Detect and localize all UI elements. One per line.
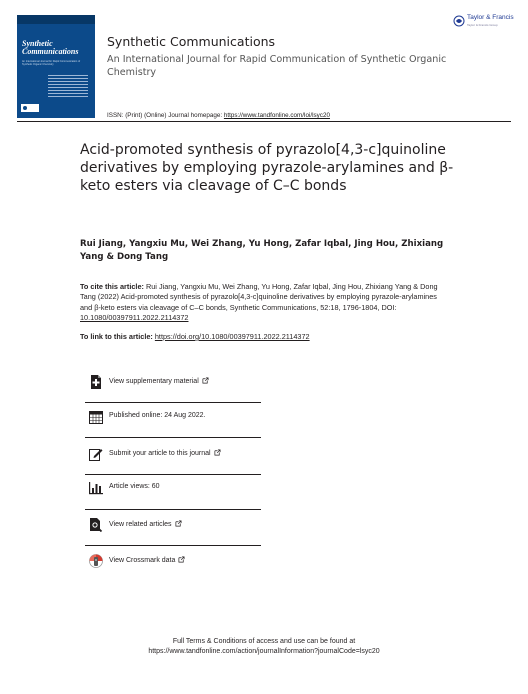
edit-icon <box>89 447 103 461</box>
article-link-line <box>80 332 310 341</box>
citation-label: To cite this article: <box>80 282 144 291</box>
cover-title-line1: Synthetic <box>22 39 53 48</box>
footer-terms-link[interactable]: https://www.tandfonline.com/action/journalInformation?journalCode=lsyc20 <box>148 648 380 655</box>
cover-top-strip <box>17 15 95 24</box>
supplementary-material-row[interactable] <box>85 368 261 396</box>
journal-name: Synthetic Communications <box>107 34 276 49</box>
bar-chart-icon <box>89 481 103 495</box>
external-link-icon <box>202 377 209 384</box>
issn-label: ISSN: (Print) (Online) Journal homepage: <box>107 112 224 119</box>
citation-block <box>80 282 450 323</box>
footer <box>0 637 528 657</box>
submit-article-label: Submit your article to this journal <box>109 449 221 457</box>
article-doi-url[interactable]: https://doi.org/10.1080/00397911.2022.2114372 <box>154 332 310 341</box>
published-online-row <box>85 403 261 431</box>
journal-cover-image <box>17 15 95 118</box>
related-articles-row[interactable] <box>85 511 261 539</box>
search-document-icon <box>89 518 103 532</box>
publisher-logo-icon <box>453 15 465 27</box>
cover-publisher-dot <box>23 106 27 110</box>
crossmark-icon <box>89 554 103 568</box>
cover-subtitle: An International Journal for Rapid Communication of Synthetic Organic Chemistry <box>22 60 81 66</box>
crossmark-label: View Crossmark data <box>109 556 185 564</box>
cover-title-line2: Communications <box>22 47 79 56</box>
article-authors: Rui Jiang, Yangxiu Mu, Wei Zhang, Yu Hong, Zafar Iqbal, Jing Hou, Zhixiang Yang & Dong Tang <box>80 239 444 262</box>
article-views-label: Article views: 60 <box>109 483 160 490</box>
citation-text: Rui Jiang, Yangxiu Mu, Wei Zhang, Yu Hong, Zafar Iqbal, Jing Hou, Zhixiang Yang & Dong Tang (2022) Acid-promoted synthesis of pyrazolo[4,3-c]quinoline derivatives by employing pyrazole-arylamines and β-keto esters via cleavage of C–C bonds, Synthetic Communications, 52:18, 1796-1804, DOI: <box>80 282 438 312</box>
submit-article-row[interactable] <box>85 440 261 468</box>
publisher-logo[interactable] <box>452 13 524 35</box>
published-online-label: Published online: 24 Aug 2022. <box>109 412 206 419</box>
footer-terms-text: Full Terms & Conditions of access and use can be found at <box>172 638 356 645</box>
issn-line <box>107 112 330 119</box>
action-divider <box>85 509 261 510</box>
publisher-name: Taylor & Francis <box>467 14 514 21</box>
publisher-tagline: Taylor & Francis Group <box>467 23 498 27</box>
related-articles-label: View related articles <box>109 520 182 528</box>
journal-homepage-link[interactable]: https://www.tandfonline.com/loi/lsyc20 <box>223 112 330 119</box>
article-title: Acid-promoted synthesis of pyrazolo[4,3-c]quinoline derivatives by employing pyrazole-arylamines and β-keto esters via cleavage of C–C bonds <box>80 142 454 194</box>
cover-text-lines <box>48 75 88 99</box>
crossmark-row[interactable] <box>85 547 261 575</box>
supplementary-material-label: View supplementary material <box>109 377 209 385</box>
external-link-icon <box>175 520 182 527</box>
external-link-icon <box>178 556 185 563</box>
calendar-icon <box>89 410 103 424</box>
plus-document-icon <box>89 375 103 389</box>
link-label: To link to this article: <box>80 332 155 341</box>
action-divider <box>85 545 261 546</box>
journal-subtitle: An International Journal for Rapid Communication of Synthetic Organic Chemistry <box>107 54 447 78</box>
header-divider <box>17 121 511 122</box>
external-link-icon <box>214 449 221 456</box>
doi-link[interactable]: 10.1080/00397911.2022.2114372 <box>80 312 189 322</box>
article-views-row <box>85 474 261 502</box>
action-divider <box>85 437 261 438</box>
